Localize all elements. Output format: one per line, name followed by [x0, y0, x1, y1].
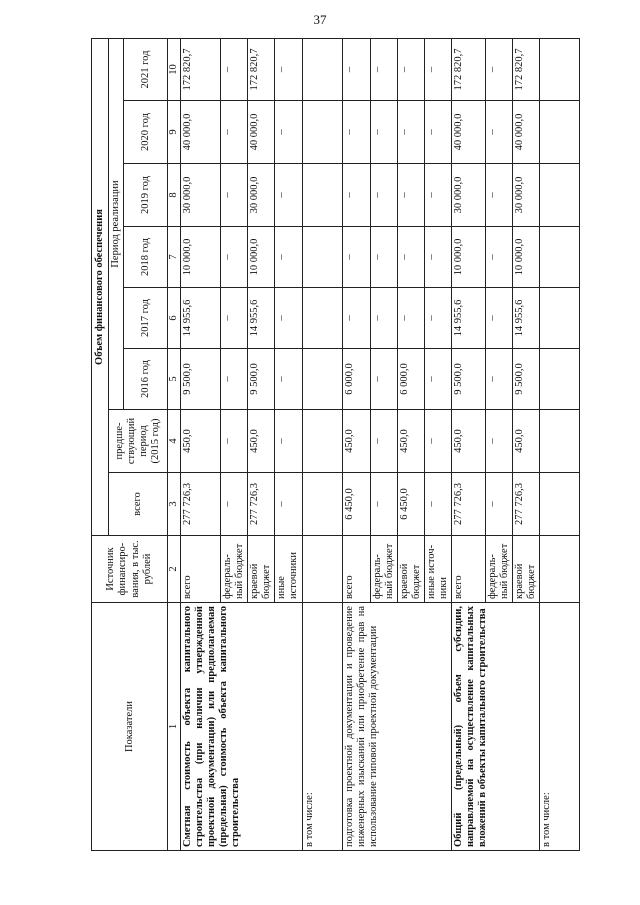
value-cell: –	[221, 38, 248, 100]
value-cell: –	[275, 164, 302, 227]
table-row	[451, 38, 485, 850]
column-number: 5	[168, 349, 181, 410]
value-cell: 9 500,0	[451, 349, 485, 410]
funding-source: всего	[342, 536, 370, 603]
indicator-label: в том числе:	[540, 603, 580, 851]
value-cell: –	[275, 288, 302, 349]
value-cell: –	[370, 38, 397, 100]
value-cell: –	[485, 349, 512, 410]
value-cell: –	[275, 473, 302, 536]
value-cell: 450,0	[397, 410, 424, 473]
value-cell: –	[370, 101, 397, 164]
value-cell: –	[221, 349, 248, 410]
rotated-table-inner	[91, 39, 578, 851]
value-cell: –	[370, 227, 397, 288]
value-cell: 14 955,6	[248, 288, 275, 349]
column-number: 1	[168, 603, 181, 851]
value-cell: –	[342, 38, 370, 100]
funding-source: федераль-ный бюджет	[370, 536, 397, 603]
value-cell: 30 000,0	[451, 164, 485, 227]
header-year-2017: 2017 год	[124, 288, 168, 349]
column-number: 7	[168, 227, 181, 288]
rotated-table-frame	[91, 39, 578, 851]
value-cell: 277 726,3	[451, 473, 485, 536]
table-row	[342, 38, 370, 850]
value-cell: –	[275, 349, 302, 410]
value-cell: –	[370, 473, 397, 536]
value-cell: –	[397, 288, 424, 349]
funding-source: федераль-ный бюджет	[485, 536, 512, 603]
value-cell: 14 955,6	[181, 288, 221, 349]
funding-source: краевой бюджет	[397, 536, 424, 603]
value-cell	[540, 410, 580, 473]
value-cell: 10 000,0	[513, 227, 540, 288]
column-number: 3	[168, 473, 181, 536]
value-cell: 30 000,0	[181, 164, 221, 227]
value-cell: 450,0	[248, 410, 275, 473]
value-cell: 450,0	[513, 410, 540, 473]
page-number: 37	[313, 12, 327, 27]
value-cell: –	[424, 410, 451, 473]
header-previous-period: предше-ствующий период (2015 год)	[109, 410, 168, 473]
header-source: Источник финансиро-вания, в тыс. рублей	[92, 536, 168, 603]
funding-table	[91, 38, 580, 851]
funding-source: всего	[181, 536, 221, 603]
header-year-2018: 2018 год	[124, 227, 168, 288]
value-cell: –	[485, 227, 512, 288]
value-cell: –	[275, 38, 302, 100]
header-implementation-period: Период реализации	[109, 38, 124, 409]
table-row	[302, 38, 342, 850]
value-cell: –	[397, 101, 424, 164]
value-cell: –	[221, 473, 248, 536]
value-cell: 450,0	[342, 410, 370, 473]
value-cell: 9 500,0	[181, 349, 221, 410]
funding-source	[302, 536, 342, 603]
table-row	[540, 38, 580, 850]
column-number: 9	[168, 101, 181, 164]
indicator-label: Сметная стоимость объекта капитального строительства (при наличии утвержденной проектной документации) или предполагаемая (предельная) стоимость объекта капитального строительства	[181, 603, 302, 851]
value-cell	[302, 227, 342, 288]
value-cell	[302, 38, 342, 100]
value-cell: –	[370, 349, 397, 410]
header-year-2016: 2016 год	[124, 349, 168, 410]
value-cell: 40 000,0	[248, 101, 275, 164]
value-cell: 6 000,0	[397, 349, 424, 410]
value-cell: –	[485, 101, 512, 164]
value-cell: 277 726,3	[248, 473, 275, 536]
value-cell: –	[221, 164, 248, 227]
value-cell: 14 955,6	[513, 288, 540, 349]
indicator-label: Общий (предельный) объем субсидии, направляемой на осуществление капитальных вложений в объекты капитального строительства	[451, 603, 539, 851]
header-funding-volume: Объем финансового обеспечения	[92, 38, 109, 535]
value-cell: 6 000,0	[342, 349, 370, 410]
value-cell: –	[424, 164, 451, 227]
value-cell: –	[424, 288, 451, 349]
column-number-row	[168, 38, 181, 850]
value-cell: 14 955,6	[451, 288, 485, 349]
value-cell: –	[424, 227, 451, 288]
value-cell: 6 450,0	[342, 473, 370, 536]
value-cell	[540, 473, 580, 536]
value-cell: 450,0	[181, 410, 221, 473]
value-cell: –	[485, 288, 512, 349]
value-cell: –	[424, 101, 451, 164]
value-cell: –	[370, 410, 397, 473]
value-cell: –	[424, 349, 451, 410]
value-cell: –	[397, 38, 424, 100]
value-cell: 9 500,0	[248, 349, 275, 410]
value-cell: 172 820,7	[248, 38, 275, 100]
header-year-2020: 2020 год	[124, 101, 168, 164]
value-cell: –	[275, 101, 302, 164]
value-cell: –	[485, 410, 512, 473]
value-cell: 277 726,3	[181, 473, 221, 536]
value-cell: 9 500,0	[513, 349, 540, 410]
value-cell: 10 000,0	[181, 227, 221, 288]
value-cell: –	[221, 288, 248, 349]
column-number: 2	[168, 536, 181, 603]
header-indicators: Показатели	[92, 603, 168, 851]
value-cell: –	[397, 164, 424, 227]
funding-source: федераль-ный бюджет	[221, 536, 248, 603]
value-cell	[540, 288, 580, 349]
value-cell	[302, 288, 342, 349]
value-cell: –	[221, 101, 248, 164]
table-body	[181, 38, 580, 850]
value-cell: –	[485, 38, 512, 100]
header-year-2021: 2021 год	[124, 38, 168, 100]
value-cell	[302, 473, 342, 536]
funding-source: иные источники	[275, 536, 302, 603]
funding-source: всего	[451, 536, 485, 603]
value-cell: 172 820,7	[181, 38, 221, 100]
header-total: всего	[109, 473, 168, 536]
value-cell: 40 000,0	[513, 101, 540, 164]
funding-source: краевой бюджет	[513, 536, 540, 603]
value-cell	[540, 38, 580, 100]
value-cell: –	[397, 227, 424, 288]
column-number: 6	[168, 288, 181, 349]
value-cell: 40 000,0	[451, 101, 485, 164]
value-cell: –	[342, 164, 370, 227]
value-cell: –	[275, 227, 302, 288]
value-cell: 10 000,0	[451, 227, 485, 288]
value-cell: 6 450,0	[397, 473, 424, 536]
value-cell: –	[485, 473, 512, 536]
value-cell: –	[424, 38, 451, 100]
indicator-label: подготовка проектной документации и проведение инженерных изысканий или приобретение прав на использование типовой проектной документации	[342, 603, 451, 851]
indicator-label: в том числе:	[302, 603, 342, 851]
value-cell	[302, 101, 342, 164]
value-cell: –	[221, 410, 248, 473]
value-cell	[540, 227, 580, 288]
header-year-2019: 2019 год	[124, 164, 168, 227]
value-cell: –	[342, 288, 370, 349]
value-cell	[302, 349, 342, 410]
value-cell: 30 000,0	[513, 164, 540, 227]
column-number: 10	[168, 38, 181, 100]
value-cell: 172 820,7	[451, 38, 485, 100]
value-cell: –	[370, 288, 397, 349]
value-cell: –	[370, 164, 397, 227]
value-cell: –	[342, 101, 370, 164]
value-cell	[540, 349, 580, 410]
value-cell: –	[275, 410, 302, 473]
value-cell: 40 000,0	[181, 101, 221, 164]
table-row	[181, 38, 221, 850]
value-cell: 172 820,7	[513, 38, 540, 100]
value-cell: 450,0	[451, 410, 485, 473]
funding-source: иные источ-ники	[424, 536, 451, 603]
value-cell	[540, 164, 580, 227]
value-cell: 30 000,0	[248, 164, 275, 227]
funding-source	[540, 536, 580, 603]
value-cell	[540, 101, 580, 164]
column-number: 4	[168, 410, 181, 473]
value-cell	[302, 410, 342, 473]
value-cell: –	[342, 227, 370, 288]
value-cell	[302, 164, 342, 227]
value-cell: –	[424, 473, 451, 536]
value-cell: –	[221, 227, 248, 288]
value-cell: 10 000,0	[248, 227, 275, 288]
funding-source: краевой бюджет	[248, 536, 275, 603]
column-number: 8	[168, 164, 181, 227]
value-cell: 277 726,3	[513, 473, 540, 536]
value-cell: –	[485, 164, 512, 227]
